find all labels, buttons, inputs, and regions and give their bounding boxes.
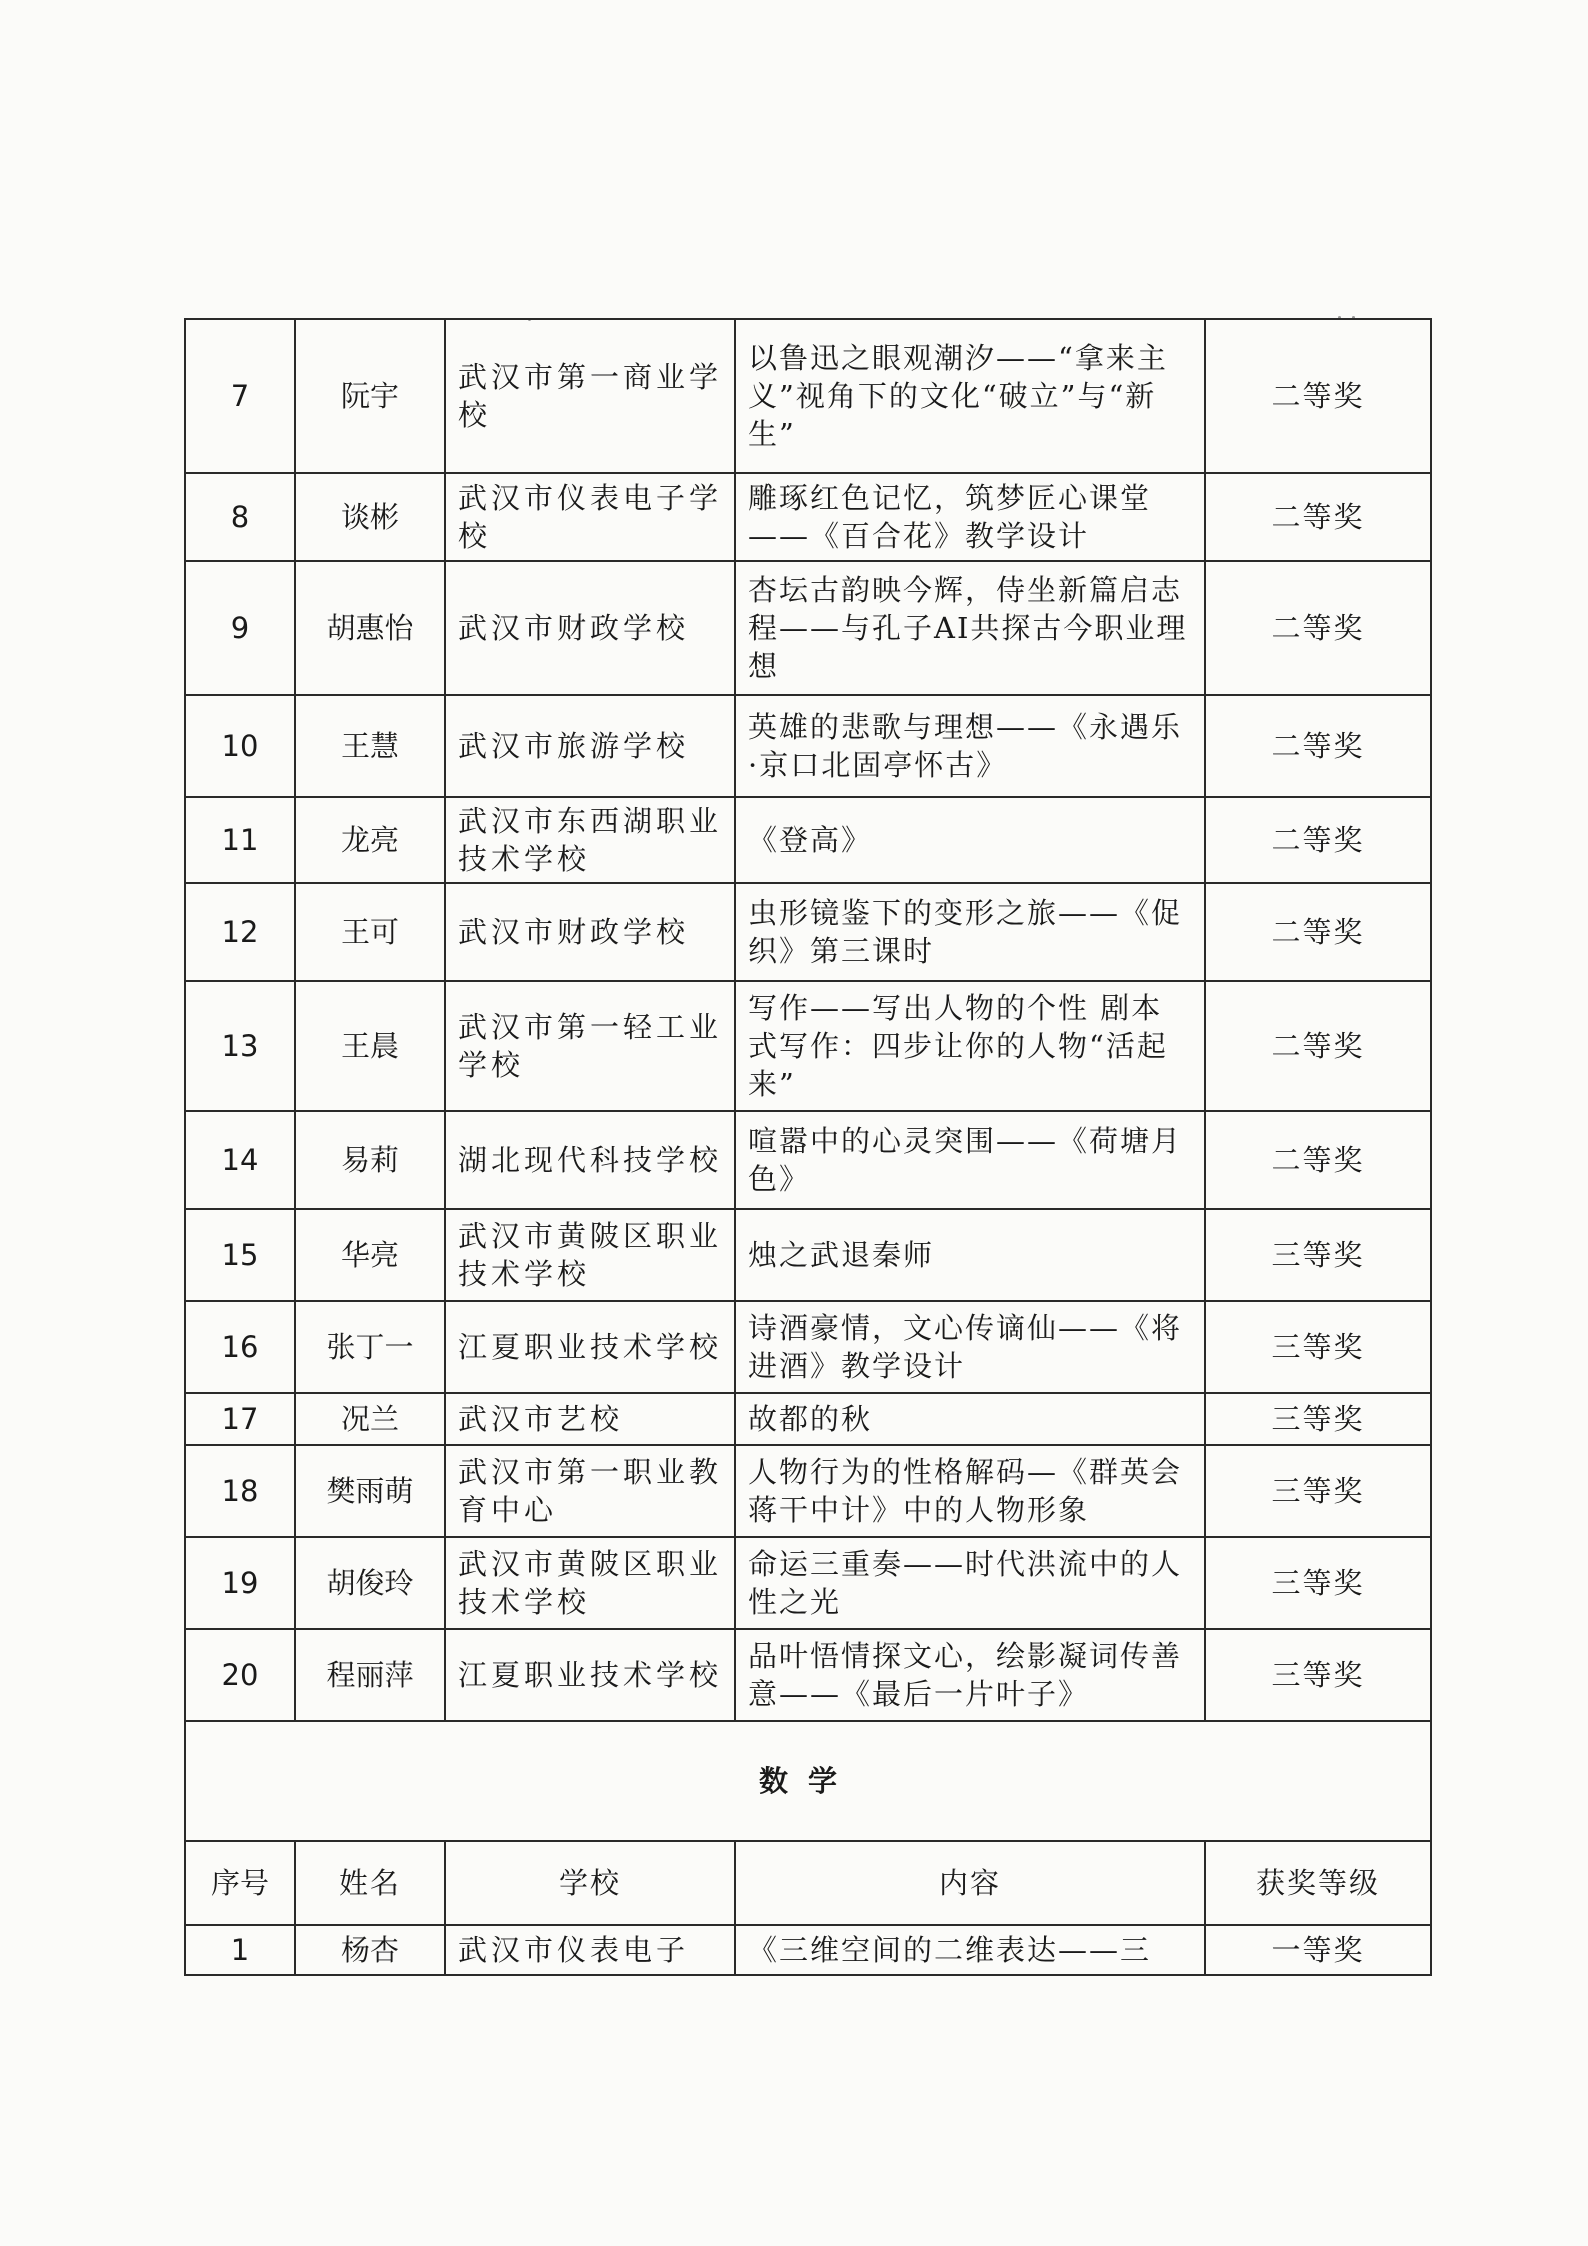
header-row: [185, 1841, 1431, 1925]
row-number: 19: [185, 1537, 295, 1629]
header-school: 学校: [445, 1841, 735, 1925]
row-content: 杏坛古韵映今辉，侍坐新篇启志程——与孔子AI共探古今职业理想: [735, 561, 1205, 695]
table-row: [185, 1629, 1431, 1721]
table-row: [185, 981, 1431, 1111]
table-row: [185, 1301, 1431, 1393]
row-content: 故都的秋: [735, 1393, 1205, 1445]
row-content: 喧嚣中的心灵突围——《荷塘月色》: [735, 1111, 1205, 1209]
awards-table: [184, 318, 1432, 1976]
header-content: 内容: [735, 1841, 1205, 1925]
row-name: 樊雨萌: [295, 1445, 445, 1537]
table-row: [185, 1537, 1431, 1629]
row-name: 杨杏: [295, 1925, 445, 1975]
header-award-level: 获奖等级: [1205, 1841, 1431, 1925]
table-row: [185, 1393, 1431, 1445]
row-number: 11: [185, 797, 295, 883]
table-row: [185, 1925, 1431, 1975]
row-school: 武汉市旅游学校: [445, 695, 735, 797]
awards-table-body: [185, 319, 1431, 1975]
row-number: 10: [185, 695, 295, 797]
table-row: [185, 1111, 1431, 1209]
table-row: [185, 319, 1431, 473]
row-name: 程丽萍: [295, 1629, 445, 1721]
row-number: 18: [185, 1445, 295, 1537]
header-name: 姓名: [295, 1841, 445, 1925]
row-school: 武汉市仪表电子学校: [445, 473, 735, 561]
table-row: [185, 473, 1431, 561]
section-row: [185, 1721, 1431, 1841]
row-name: 王慧: [295, 695, 445, 797]
row-content: 英雄的悲歌与理想——《永遇乐·京口北固亭怀古》: [735, 695, 1205, 797]
row-name: 阮宇: [295, 319, 445, 473]
row-number: 9: [185, 561, 295, 695]
row-content: 诗酒豪情，文心传谪仙——《将进酒》教学设计: [735, 1301, 1205, 1393]
section-title: 数学: [185, 1721, 1431, 1841]
table-row: [185, 1445, 1431, 1537]
row-content: 《登高》: [735, 797, 1205, 883]
row-award-level: 一等奖: [1205, 1925, 1431, 1975]
row-number: 8: [185, 473, 295, 561]
row-number: 12: [185, 883, 295, 981]
row-name: 王可: [295, 883, 445, 981]
table-row: [185, 797, 1431, 883]
row-award-level: 二等奖: [1205, 561, 1431, 695]
row-award-level: 三等奖: [1205, 1301, 1431, 1393]
row-award-level: 三等奖: [1205, 1393, 1431, 1445]
row-name: 胡惠怡: [295, 561, 445, 695]
row-name: 谈彬: [295, 473, 445, 561]
row-content: 《三维空间的二维表达——三: [735, 1925, 1205, 1975]
row-number: 16: [185, 1301, 295, 1393]
row-award-level: 二等奖: [1205, 981, 1431, 1111]
row-number: 1: [185, 1925, 295, 1975]
row-number: 7: [185, 319, 295, 473]
row-school: 武汉市黄陂区职业技术学校: [445, 1537, 735, 1629]
row-award-level: 二等奖: [1205, 473, 1431, 561]
row-school: 武汉市东西湖职业技术学校: [445, 797, 735, 883]
row-school: 武汉市艺校: [445, 1393, 735, 1445]
row-school: 武汉市第一职业教育中心: [445, 1445, 735, 1537]
row-content: 虫形镜鉴下的变形之旅——《促织》第三课时: [735, 883, 1205, 981]
row-school: 武汉市第一轻工业学校: [445, 981, 735, 1111]
row-content: 写作——写出人物的个性 剧本式写作：四步让你的人物“活起来”: [735, 981, 1205, 1111]
row-name: 王晨: [295, 981, 445, 1111]
row-content: 烛之武退秦师: [735, 1209, 1205, 1301]
row-content: 人物行为的性格解码—《群英会蒋干中计》中的人物形象: [735, 1445, 1205, 1537]
row-award-level: 二等奖: [1205, 883, 1431, 981]
row-name: 张丁一: [295, 1301, 445, 1393]
row-award-level: 三等奖: [1205, 1629, 1431, 1721]
row-number: 14: [185, 1111, 295, 1209]
row-content: 以鲁迅之眼观潮汐——“拿来主义”视角下的文化“破立”与“新生”: [735, 319, 1205, 473]
row-school: 武汉市第一商业学校: [445, 319, 735, 473]
row-name: 况兰: [295, 1393, 445, 1445]
row-content: 雕琢红色记忆，筑梦匠心课堂——《百合花》教学设计: [735, 473, 1205, 561]
row-number: 20: [185, 1629, 295, 1721]
table-row: [185, 883, 1431, 981]
row-award-level: 二等奖: [1205, 797, 1431, 883]
row-award-level: 三等奖: [1205, 1537, 1431, 1629]
table-row: [185, 695, 1431, 797]
row-number: 15: [185, 1209, 295, 1301]
row-school: 江夏职业技术学校: [445, 1629, 735, 1721]
row-award-level: 三等奖: [1205, 1209, 1431, 1301]
row-school: 武汉市黄陂区职业技术学校: [445, 1209, 735, 1301]
row-award-level: 二等奖: [1205, 695, 1431, 797]
row-content: 品叶悟情探文心，绘影凝词传善意——《最后一片叶子》: [735, 1629, 1205, 1721]
row-content: 命运三重奏——时代洪流中的人性之光: [735, 1537, 1205, 1629]
row-award-level: 二等奖: [1205, 319, 1431, 473]
header-number: 序号: [185, 1841, 295, 1925]
row-school: 武汉市仪表电子: [445, 1925, 735, 1975]
table-row: [185, 1209, 1431, 1301]
row-number: 17: [185, 1393, 295, 1445]
row-school: 武汉市财政学校: [445, 561, 735, 695]
row-award-level: 三等奖: [1205, 1445, 1431, 1537]
row-name: 易莉: [295, 1111, 445, 1209]
row-number: 13: [185, 981, 295, 1111]
row-school: 武汉市财政学校: [445, 883, 735, 981]
row-school: 湖北现代科技学校: [445, 1111, 735, 1209]
row-name: 华亮: [295, 1209, 445, 1301]
row-name: 龙亮: [295, 797, 445, 883]
row-name: 胡俊玲: [295, 1537, 445, 1629]
table-row: [185, 561, 1431, 695]
row-award-level: 二等奖: [1205, 1111, 1431, 1209]
row-school: 江夏职业技术学校: [445, 1301, 735, 1393]
